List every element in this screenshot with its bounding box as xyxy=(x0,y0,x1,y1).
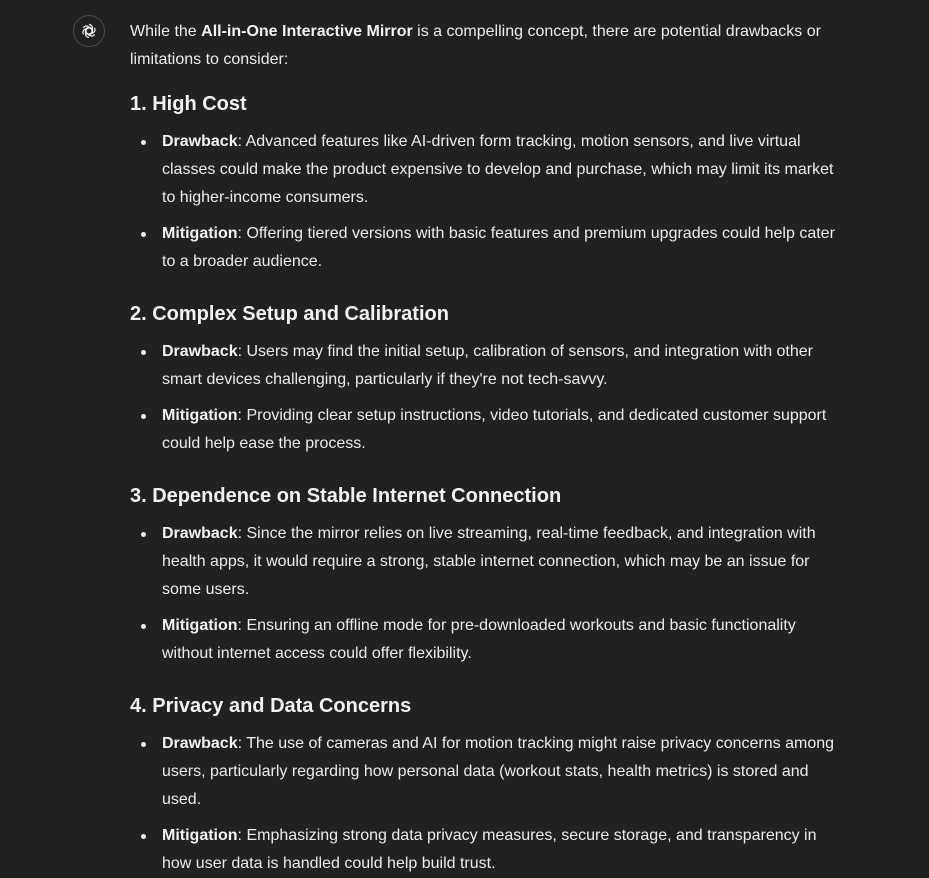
mitigation-label: Mitigation xyxy=(162,225,238,242)
mitigation-label: Mitigation xyxy=(162,617,238,634)
drawback-text: : The use of cameras and AI for motion tracking might raise privacy concerns among users, particularly regarding how personal data (workout stats, health metrics) is stored and used. xyxy=(162,735,835,808)
drawback-label: Drawback xyxy=(162,133,238,150)
list-item-drawback xyxy=(130,338,842,394)
list-item-drawback xyxy=(130,730,842,814)
list-item-mitigation xyxy=(130,822,842,878)
section-heading-privacy: 4. Privacy and Data Concerns xyxy=(130,695,412,717)
mitigation-text: : Offering tiered versions with basic features and premium upgrades could help cater to a broader audience. xyxy=(162,225,835,270)
mitigation-text: : Emphasizing strong data privacy measures, secure storage, and transparency in how user data is handled could help build trust. xyxy=(162,827,817,872)
section-heading-complex-setup: 2. Complex Setup and Calibration xyxy=(130,303,449,325)
mitigation-text: : Ensuring an offline mode for pre-downloaded workouts and basic functionality without internet access could offer flexibility. xyxy=(162,617,796,662)
section-list-complex-setup xyxy=(130,338,842,458)
section-heading-internet-dependence: 3. Dependence on Stable Internet Connection xyxy=(130,485,562,507)
intro-text-after: is a compelling concept, there are potential drawbacks or limitations to consider: xyxy=(130,23,821,68)
mitigation-label: Mitigation xyxy=(162,827,238,844)
list-item-mitigation xyxy=(130,220,842,276)
openai-logo-icon xyxy=(79,21,99,41)
drawback-text: : Since the mirror relies on live streaming, real-time feedback, and integration with health apps, it would require a strong, stable internet connection, which may be an issue for some users. xyxy=(162,525,816,598)
drawback-text: : Users may find the initial setup, calibration of sensors, and integration with other smart devices challenging, particularly if they're not tech-savvy. xyxy=(162,343,813,388)
list-item-mitigation xyxy=(130,402,842,458)
list-item-drawback xyxy=(130,128,842,212)
list-item-drawback xyxy=(130,520,842,604)
intro-text-before: While the xyxy=(130,23,202,40)
section-list-privacy xyxy=(130,730,842,878)
drawback-label: Drawback xyxy=(162,525,238,542)
section-list-high-cost xyxy=(130,128,842,276)
section-list-internet-dependence xyxy=(130,520,842,668)
product-name: All-in-One Interactive Mirror xyxy=(201,23,413,40)
mitigation-text: : Providing clear setup instructions, video tutorials, and dedicated customer support could help ease the process. xyxy=(162,407,827,452)
mitigation-label: Mitigation xyxy=(162,407,238,424)
intro-paragraph xyxy=(130,18,842,74)
assistant-message xyxy=(130,18,842,878)
assistant-avatar xyxy=(73,15,105,47)
drawback-text: : Advanced features like AI-driven form tracking, motion sensors, and live virtual classes could make the product expensive to develop and purchase, which may limit its market to higher-income consumers. xyxy=(162,133,834,206)
drawback-label: Drawback xyxy=(162,343,238,360)
list-item-mitigation xyxy=(130,612,842,668)
section-heading-high-cost: 1. High Cost xyxy=(130,93,247,115)
drawback-label: Drawback xyxy=(162,735,238,752)
